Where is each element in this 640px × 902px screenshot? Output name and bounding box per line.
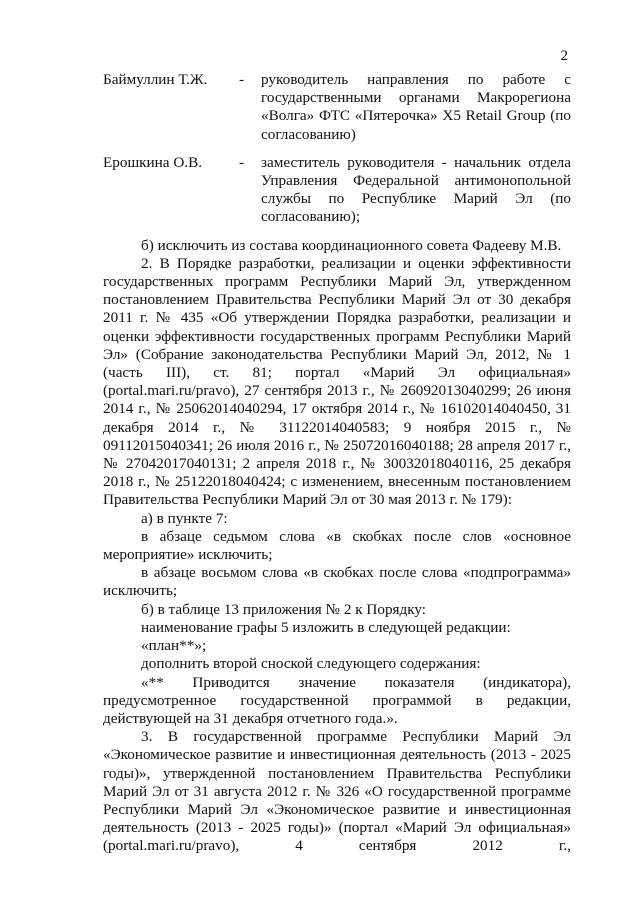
paragraph-subitem-a: а) в пункте 7: — [141, 509, 228, 527]
paragraph-item-2: 2. В Порядке разработки, реализации и оценки эффективности государственных программ Республики Марий Эл, утвержденном постановлением Правительства Республики Марий Эл от 30 декабря 2011 г. № 435 «Об утверждении Порядка разработки, реализации и оценки эффективности государственных программ Республики Марий Эл» (Собрание законодательства Республики Марий Эл, 2012, № 1 (часть III), ст. 81; портал «Марий Эл официальная» (portal.mari.ru/pravo), 27 сентября 2013 г., № 26092013040299; 26 июня 2014 г., № 25062014040294, 17 октября 2014 г., № 16102014040450, 31 декабря 2014 г., № 31122014040583; 9 ноября 2015 г., № 09112015040341; 26 июля 2016 г., № 25072016040188; 28 апреля 2017 г., № 27042017040131; 2 апреля 2018 г., № 30032018040116, 25 декабря 2018 г., № 25122018040424; с изменением, внесенным постановлением Правительства Республики Марий Эл от 30 мая 2013 г. № 179): — [103, 254, 571, 509]
member-name: Ерошкина О.В. — [103, 153, 203, 171]
paragraph-plan: «план**»; — [141, 637, 207, 655]
paragraph-eighth: в абзаце восьмом слова «в скобках после слова «подпрограмма» исключить; — [103, 564, 571, 600]
member-role: руководитель направления по работе с государственными органами Макрорегиона «Волга» ФТС «Пятерочка» X5 Retail Group (по согласованию) — [261, 71, 571, 143]
paragraph-subitem-b: б) в таблице 13 приложения № 2 к Порядку: — [141, 600, 427, 618]
member-role: заместитель руководителя - начальник отдела Управления Федеральной антимонопольной службы по Республике Марий Эл (по согласованию); — [261, 153, 571, 226]
paragraph-item-3: 3. В государственной программе Республики Марий Эл «Экономическое развитие и инвестиционная деятельность (2013 - 2025 годы)», утвержденной постановлением Правительства Республики Марий Эл от 31 августа 2012 г. № 326 «О государственной программе Республики Марий Эл «Экономическое развитие и инвестиционная деятельность (2013 - 2025 годы)» (портал «Марий Эл официальная» (portal.mari.ru/pravo), 4 сентября 2012 г., — [103, 728, 571, 855]
council-member-row — [103, 154, 571, 227]
page-number: 2 — [560, 48, 568, 64]
paragraph-footnote-text: «** Приводится значение показателя (индикатора), предусмотренное государственной программой в редакции, действующей на 31 декабря отчетного года.». — [103, 673, 571, 727]
paragraph-footnote-intro: дополнить второй сноской следующего содержания: — [141, 655, 481, 673]
member-dash: - — [239, 71, 245, 88]
paragraph-column-name: наименование графы 5 изложить в следующей редакции: — [141, 618, 511, 636]
document-body — [103, 71, 571, 856]
member-dash: - — [239, 153, 245, 171]
paragraph-seventh: в абзаце седьмом слова «в скобках после слов «основное мероприятие» исключить; — [103, 527, 571, 564]
member-name: Баймуллин Т.Ж. — [103, 71, 208, 88]
paragraph-exclude: б) исключить из состава координационного совета Фадееву М.В. — [141, 236, 562, 254]
council-member-row — [103, 71, 571, 144]
